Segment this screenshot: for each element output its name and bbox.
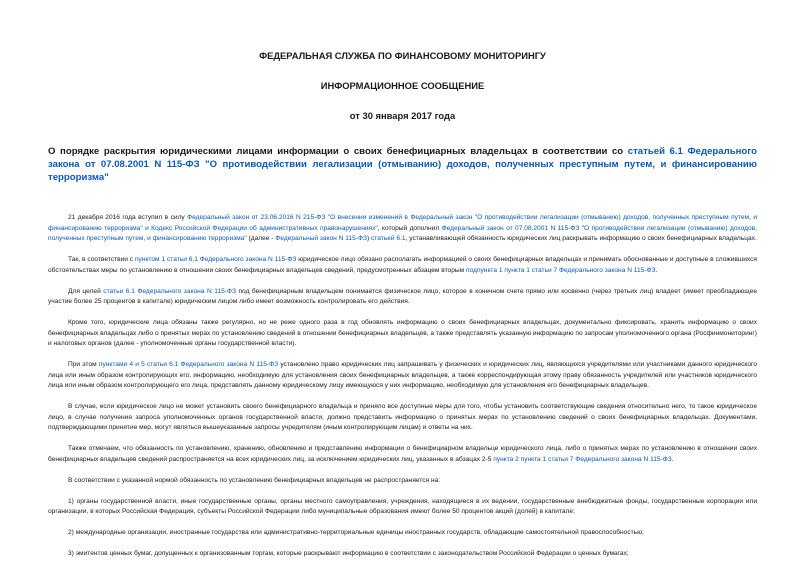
p8-text-1: В соответствии с указанной нормой обязанность по установлению бенефициарных владельцев не распространяется на:	[68, 476, 441, 484]
p5-text-1: При этом	[68, 361, 99, 368]
p3-text-1: Для целей	[68, 287, 104, 295]
title-law-link[interactable]: статьей 6.1 Федерального закона от 07.08.2001 N 115-ФЗ "О противодействии легализации (отмыванию) доходов, полученных преступным путем, и финансированию терроризма"	[48, 146, 757, 183]
p1-link-1[interactable]: Федеральный закон от 23.06.2016 N 215-ФЗ "О внесении изменений в Федеральный закон "О противодействии легализации (отмыванию) доходов, полученных преступным путем, и финансированию терроризма" и Кодекс Российской Федерации об административных правонарушениях"	[48, 214, 757, 232]
p9-text-1: 1) органы государственной власти, иные государственные органы, органы местного самоуправления, учреждения, находящиеся в их ведении, государственные внебюджетные фонды, государственные корпорации или организации, в которых Российская Федерация, субъекты Российской Федерации либо муниципальные образования имеют более 50 процентов акций (долей) в капитале;	[48, 497, 757, 515]
p2-text-2: юридическое лицо обязано располагать информацией о своих бенефициарных владельцах и принимать обоснованные и доступные в сложившихся обстоятельствах меры по установлению в отношении своих бенефициарных владельцев сведений, предусмотренных абзацем вторым	[48, 256, 757, 274]
p5-text-2: установлено право юридических лиц запрашивать у физических и юридических лиц, являющихся учредителями или участниками данного юридического лица или иным образом контролирующих его, информацию, необходимую для установления своих бенефициарных владельцев, а также корреспондирующая этому праву обязанность учредителей или участников юридического лица или иным образом контролирующего его лица, представлять данному юридическому лицу имеющуюся у них информацию, необходимую для установления его бенефициарных владельцев.	[48, 361, 757, 389]
p4-text-1: Кроме того, юридические лица обязаны также регулярно, но не реже одного раза в год обновлять информацию о своих бенефициарных владельцах, документально фиксировать, хранить информацию о своих бенефициарных владельцах либо о принятых мерах по установлению сведений в отношении бенефициарных владельцев, а также представлять указанную информацию по запросам уполномоченного органа (Росфинмониторинг) и налоговых органов (далее - уполномоченные органы государственной власти).	[48, 319, 757, 347]
date-heading: от 30 января 2017 года	[349, 110, 456, 121]
p1-text-1: 21 декабря 2016 года вступил в силу	[68, 214, 188, 221]
p1-link-3[interactable]: Федеральный закон N 115-ФЗ	[275, 235, 367, 242]
p5-link-1[interactable]: пунктами 4 и 5 статьи 6.1 Федерального закона N 115-ФЗ	[98, 361, 279, 368]
paragraph-5	[48, 360, 757, 392]
document-title	[48, 145, 757, 184]
p3-text-2: под бенефициарным владельцем понимается физическое лицо, которое в конечном счете прямо или косвенно (через третьих лиц) владеет (имеет преобладающее участие более 25 процентов в капитале) юридическим лицом либо имеет возможность контролировать его действия.	[48, 287, 757, 305]
paragraph-7	[48, 444, 757, 465]
p7-link-1[interactable]: пункта 2 пункта 1 статьи 7 Федерального закона N 115-ФЗ	[493, 455, 672, 463]
agency-heading: ФЕДЕРАЛЬНАЯ СЛУЖБА ПО ФИНАНСОВОМУ МОНИТОРИНГУ	[259, 50, 546, 61]
paragraph-1	[48, 213, 757, 245]
p7-text-2: .	[671, 455, 674, 463]
p1-link-2[interactable]: Федеральный закон от 07.08.2001 N 115-ФЗ "О противодействии легализации (отмыванию) доходов, полученных преступным путем, и финансированию терроризма"	[48, 224, 758, 242]
p1-text-3: (далее -	[246, 235, 276, 242]
p2-link-2[interactable]: подпункта 1 пункта 1 статьи 7 Федерального закона N 115-ФЗ	[466, 266, 656, 274]
p10-text-1: 2) международные организации, иностранные государства или административно-территориальные единицы иностранных государств, обладающие самостоятельной правоспособностью;	[68, 529, 644, 536]
p11-text-1: 3) эмитентов ценных бумаг, допущенных к организованным торгам, которые раскрывают информацию в соответствии с законодательством Российской Федерации о ценных бумагах;	[68, 550, 629, 557]
p1-text-2: , который дополнил	[377, 224, 442, 232]
p1-text-4: )	[366, 235, 371, 242]
doc-type-heading: ИНФОРМАЦИОННОЕ СООБЩЕНИЕ	[320, 80, 485, 91]
paragraph-2	[48, 255, 757, 276]
p7-text-1: Также отмечаем, что обязанность по установлению, хранению, обновлению и представлению информации о бенефициарном владельце юридического лица, либо о принятых мерах по установлению в отношении своих бенефициарных владельцев сведений распространяется на всех юридических лиц, за исключением юридических лиц, указанных в абзацах 2-5	[48, 445, 757, 463]
paragraph-6	[48, 402, 757, 434]
paragraph-11	[48, 549, 757, 560]
paragraph-8	[48, 476, 757, 487]
p1-text-5: , устанавливающей обязанность юридических лиц раскрывать информацию о своих бенефициарных владельцах.	[405, 235, 757, 242]
p6-text-1: В случае, если юридическое лицо не может установить своего бенефициарного владельца и приняло все доступные меры для того, чтобы установить соответствующие сведения относительно него, то такое юридическое лицо, в случае получения запроса уполномоченных органов государственной власти, должно представить информацию о принятых мерах по установлению сведений о своих бенефициарных владельцах. Документами, подтверждающими принятие мер, могут являться вышеуказанные запросы учредителям (иным контролирующим лицам) и ответы на них.	[48, 403, 757, 431]
paragraph-4	[48, 318, 757, 350]
title-text: О порядке раскрытия юридическими лицами информации о своих бенефициарных владельцах в соответствии со	[48, 146, 628, 157]
p3-link-1[interactable]: статьи 6.1 Федерального закона N 115-ФЗ	[103, 287, 236, 295]
p2-text-1: Так, в соответствии с	[68, 256, 135, 263]
paragraph-9	[48, 497, 757, 518]
p2-link-1[interactable]: пунктом 1 статьи 6.1 Федерального закона N 115-ФЗ	[134, 256, 297, 263]
paragraph-3	[48, 287, 757, 308]
p2-text-3: .	[655, 266, 658, 274]
p1-link-4[interactable]: статьей 6.1	[370, 235, 406, 242]
paragraph-10	[48, 528, 757, 539]
